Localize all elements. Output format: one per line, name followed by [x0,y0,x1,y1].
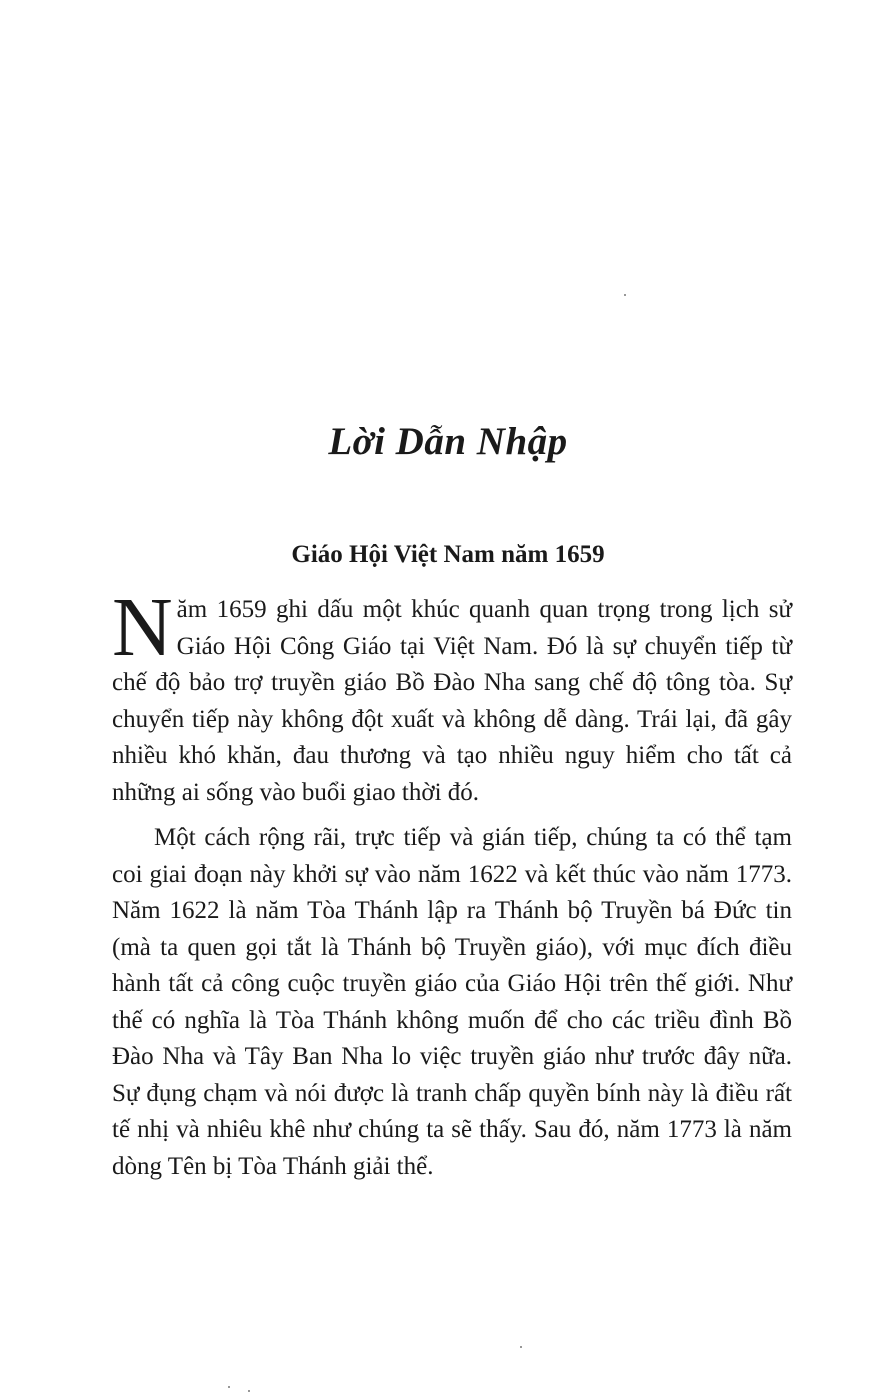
scan-speck [520,1346,522,1348]
paragraph-1 [112,581,792,811]
scan-speck [228,1386,230,1388]
drop-cap: N [112,581,173,674]
paragraph-2: Một cách rộng rãi, trực tiếp và gián tiếp, chúng ta có thể tạm coi giai đoạn này khởi sự vào năm 1622 và kết thúc vào năm 1773. Năm 1622 là năm Tòa Thánh lập ra Thánh bộ Truyền bá Đức tin (mà ta quen gọi tắt là Thánh bộ Truyền giáo), với mục đích điều hành tất cả công cuộc truyền giáo của Giáo Hội trên thế giới. Như thế có nghĩa là Tòa Thánh không muốn để cho các triều đình Bồ Đào Nha và Tây Ban Nha lo việc truyền giáo như trước đây nữa. Sự đụng chạm và nói được là tranh chấp quyền bính này là điều rất tế nhị và nhiêu khê như chúng ta sẽ thấy. Sau đó, năm 1773 là năm dòng Tên bị Tòa Thánh giải thể. [112,824,792,1180]
chapter-title: Lời Dẫn Nhập [328,420,568,463]
body-text [112,581,792,1185]
paragraph-1-text: ăm 1659 ghi dấu một khúc quanh quan trọng trong lịch sử Giáo Hội Công Giáo tại Việt Nam. Đó là sự chuyển tiếp từ chế độ bảo trợ truyền giáo Bồ Đào Nha sang chế độ tông tòa. Sự chuyển tiếp này không đột xuất và không dễ dàng. Trái lại, đã gây nhiều khó khăn, đau thương và tạo nhiều nguy hiểm cho tất cả những ai sống vào buổi giao thời đó. [112,596,792,806]
scan-speck [248,1390,250,1392]
scan-speck [624,294,626,296]
section-heading: Giáo Hội Việt Nam năm 1659 [291,541,605,568]
